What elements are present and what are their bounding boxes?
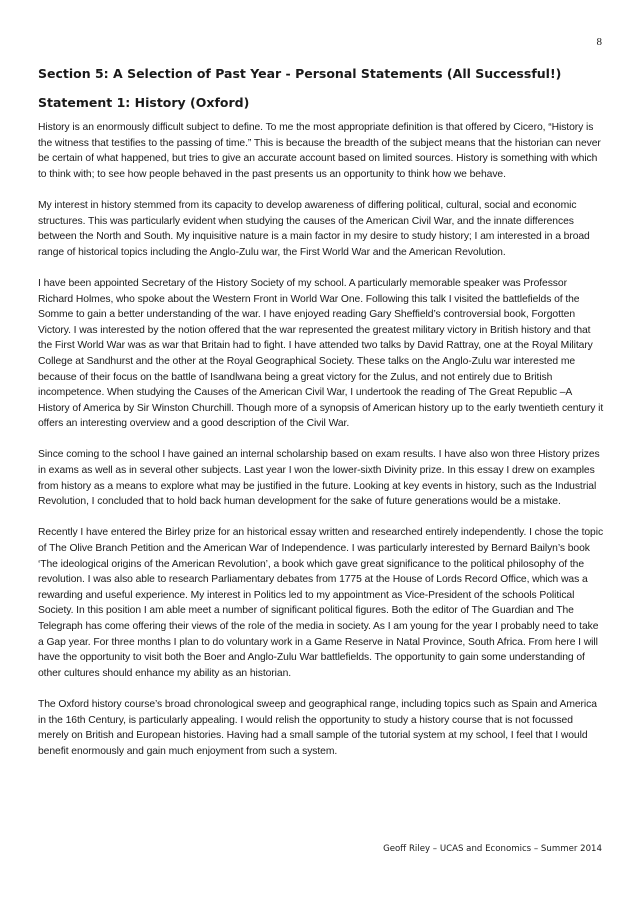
paragraph-3: I have been appointed Secretary of the History Society of my school. A particularly memorable speaker was Professor Richard Holmes, who spoke about the Western Front in World War One. Following this talk I visited the battlefields of the Somme to gain a better understanding of the war. I have enjoyed reading Gary Sheffield’s controversial book, Forgotten Victory. I was interested by the notion offered that the war represented the greatest military victory in British history and that the First World War was as war that Britain had to fight. I have attended two talks by David Rattray, one at the Royal Military College at Sandhurst and the other at the Royal Geographical Society. These talks on the Anglo-Zulu war interested me because of their focus on the battle of Isandlwana being a great victory for the Zulus, and not entirely due to British incompetence. When studying the Causes of the American Civil War, I undertook the reading of The Great Republic –A History of America by Sir Winston Churchill. Though more of a synopsis of American history up to the early twentieth century it offers an interesting overview and a good description of the Civil War. [38, 277, 604, 430]
statement-title: Statement 1: History (Oxford) [38, 95, 250, 110]
page-footer: Geoff Riley – UCAS and Economics – Summer 2014 [383, 844, 602, 854]
paragraph-6: The Oxford history course’s broad chronological sweep and geographical range, including topics such as Spain and America in the 16th Century, is particularly appealing. I would relish the opportunity to study a history course that is not focussed merely on British and European histories. Having had a small sample of the tutorial system at my school, I feel that I would benefit enormously and gain much enjoyment from such a system. [38, 698, 597, 757]
paragraph-4: Since coming to the school I have gained an internal scholarship based on exam results. I have also won three History prizes in exams as well as in several other subjects. Last year I won the lower-sixth Divinity prize. In this essay I drew on examples from history as a means to explore what may be justified in the future. Looking at key events in history, such as the Industrial Revolution, I concluded that to hold back human development for the sake of future generations would be a mistake. [38, 449, 600, 508]
paragraph-5: Recently I have entered the Birley prize for an historical essay written and researched entirely independently. I chose the topic of The Olive Branch Petition and the American War of Independence. I was particularly interested by Bernard Bailyn’s book ‘The ideological origins of the American Revolution’, a book which gave great significance to the political philosophy of the revolution. I was also able to research Parliamentary debates from 1775 at the House of Lords Record Office, which was a rewarding and useful experience. My interest in Politics led to my appointment as Vice-President of the schools Political Society. In this position I am able meet a number of significant political figures. Both the editor of The Guardian and The Telegraph has come offering their views of the role of the media in society. As I am young for the year I probably need to take a Gap year. For three months I plan to do voluntary work in a Game Reserve in Natal Province, South Africa. From here I will have the opportunity to visit both the Boer and Anglo-Zulu War battlefields. The opportunity to gain some understanding of other cultures should enhance my ability as an historian. [38, 527, 604, 679]
paragraph-1: History is an enormously difficult subject to define. To me the most appropriate definition is that offered by Cicero, “History is the witness that testifies to the passing of time.” This is because the breadth of the subject means that the historian can never be certain of what happened, but tries to give an accurate account based on limited sources. History is something with which to think with; to see how people behaved in the past presents us an opportunity to think how we behave. [38, 122, 601, 180]
section-title: Section 5: A Selection of Past Year - Personal Statements (All Successful!) [38, 66, 562, 81]
document-body [38, 66, 604, 775]
paragraph-2: My interest in history stemmed from its capacity to develop awareness of differing political, cultural, social and economic structures. This was particularly evident when studying the causes of the American Civil War, and the innate differences between the North and South. My inquisitive nature is a main factor in my desire to study history; I am interested in a broad range of historical topics including the Anglo-Zulu war, the First World War and the American Revolution. [38, 199, 590, 258]
page-number: 8 [596, 36, 602, 48]
